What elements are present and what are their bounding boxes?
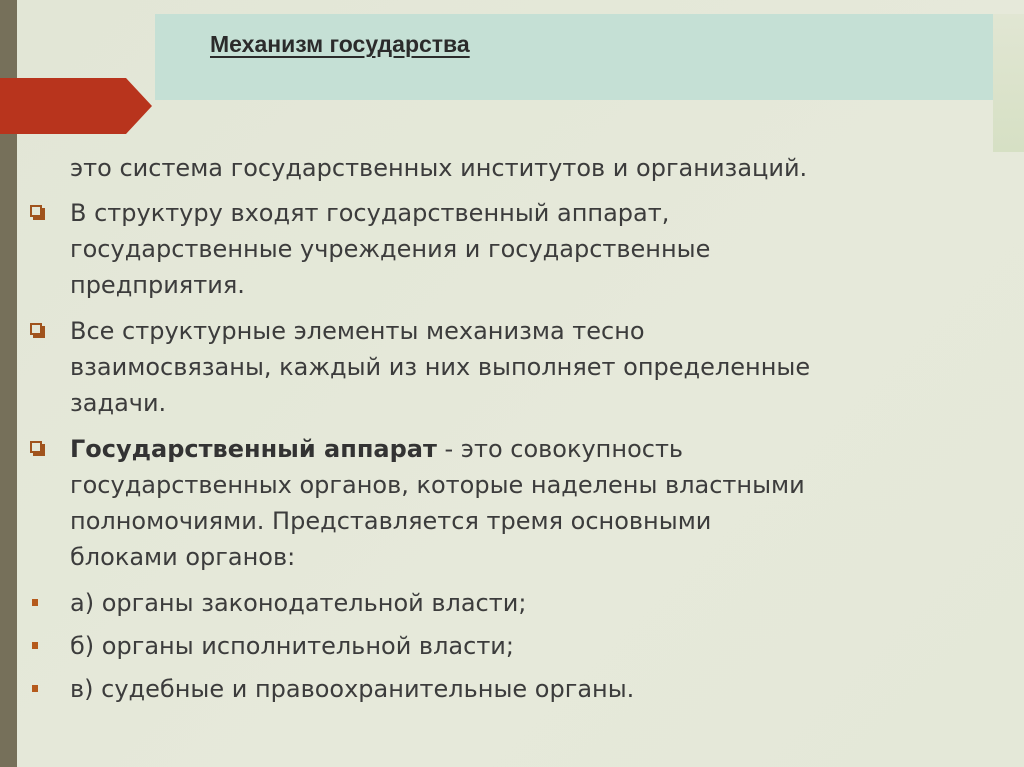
item-line: Все структурные элементы механизма тесно [70,317,645,345]
small-square-bullet-icon [32,642,38,649]
item-line: полномочиями. Представляется тремя основными [70,507,712,535]
slide-content [26,150,996,714]
hollow-square-bullet-icon [30,441,42,453]
sub-item-legislative [26,585,996,621]
item-line: блоками органов: [70,543,296,571]
item-line: государственные учреждения и государственные [70,235,711,263]
intro-text: это система государственных институтов и организаций. [70,154,808,182]
item-line: взаимосвязаны, каждый из них выполняет определенные [70,353,811,381]
item-text: - это совокупность [436,435,684,463]
sub-item-executive [26,628,996,664]
slide-title: Механизм государства [210,31,470,57]
hollow-square-bullet-icon [30,323,42,335]
sub-item-text: б) органы исполнительной власти; [70,632,514,660]
hollow-square-bullet-icon [30,205,42,217]
bullet-item-structure [26,195,996,303]
item-line: государственных органов, которые наделены властными [70,471,805,499]
small-square-bullet-icon [32,599,38,606]
bullet-item-elements [26,313,996,421]
sub-item-judicial [26,671,996,707]
bold-term: Государственный аппарат [70,435,437,463]
red-arrow-shape [0,78,152,134]
small-square-bullet-icon [32,685,38,692]
bullet-item-apparatus [26,431,996,575]
sub-item-text: в) судебные и правоохранительные органы. [70,675,635,703]
item-line-first [70,431,996,467]
sub-item-text: а) органы законодательной власти; [70,589,527,617]
item-line: В структуру входят государственный аппарат, [70,199,670,227]
item-line: предприятия. [70,271,245,299]
item-line: задачи. [70,389,167,417]
